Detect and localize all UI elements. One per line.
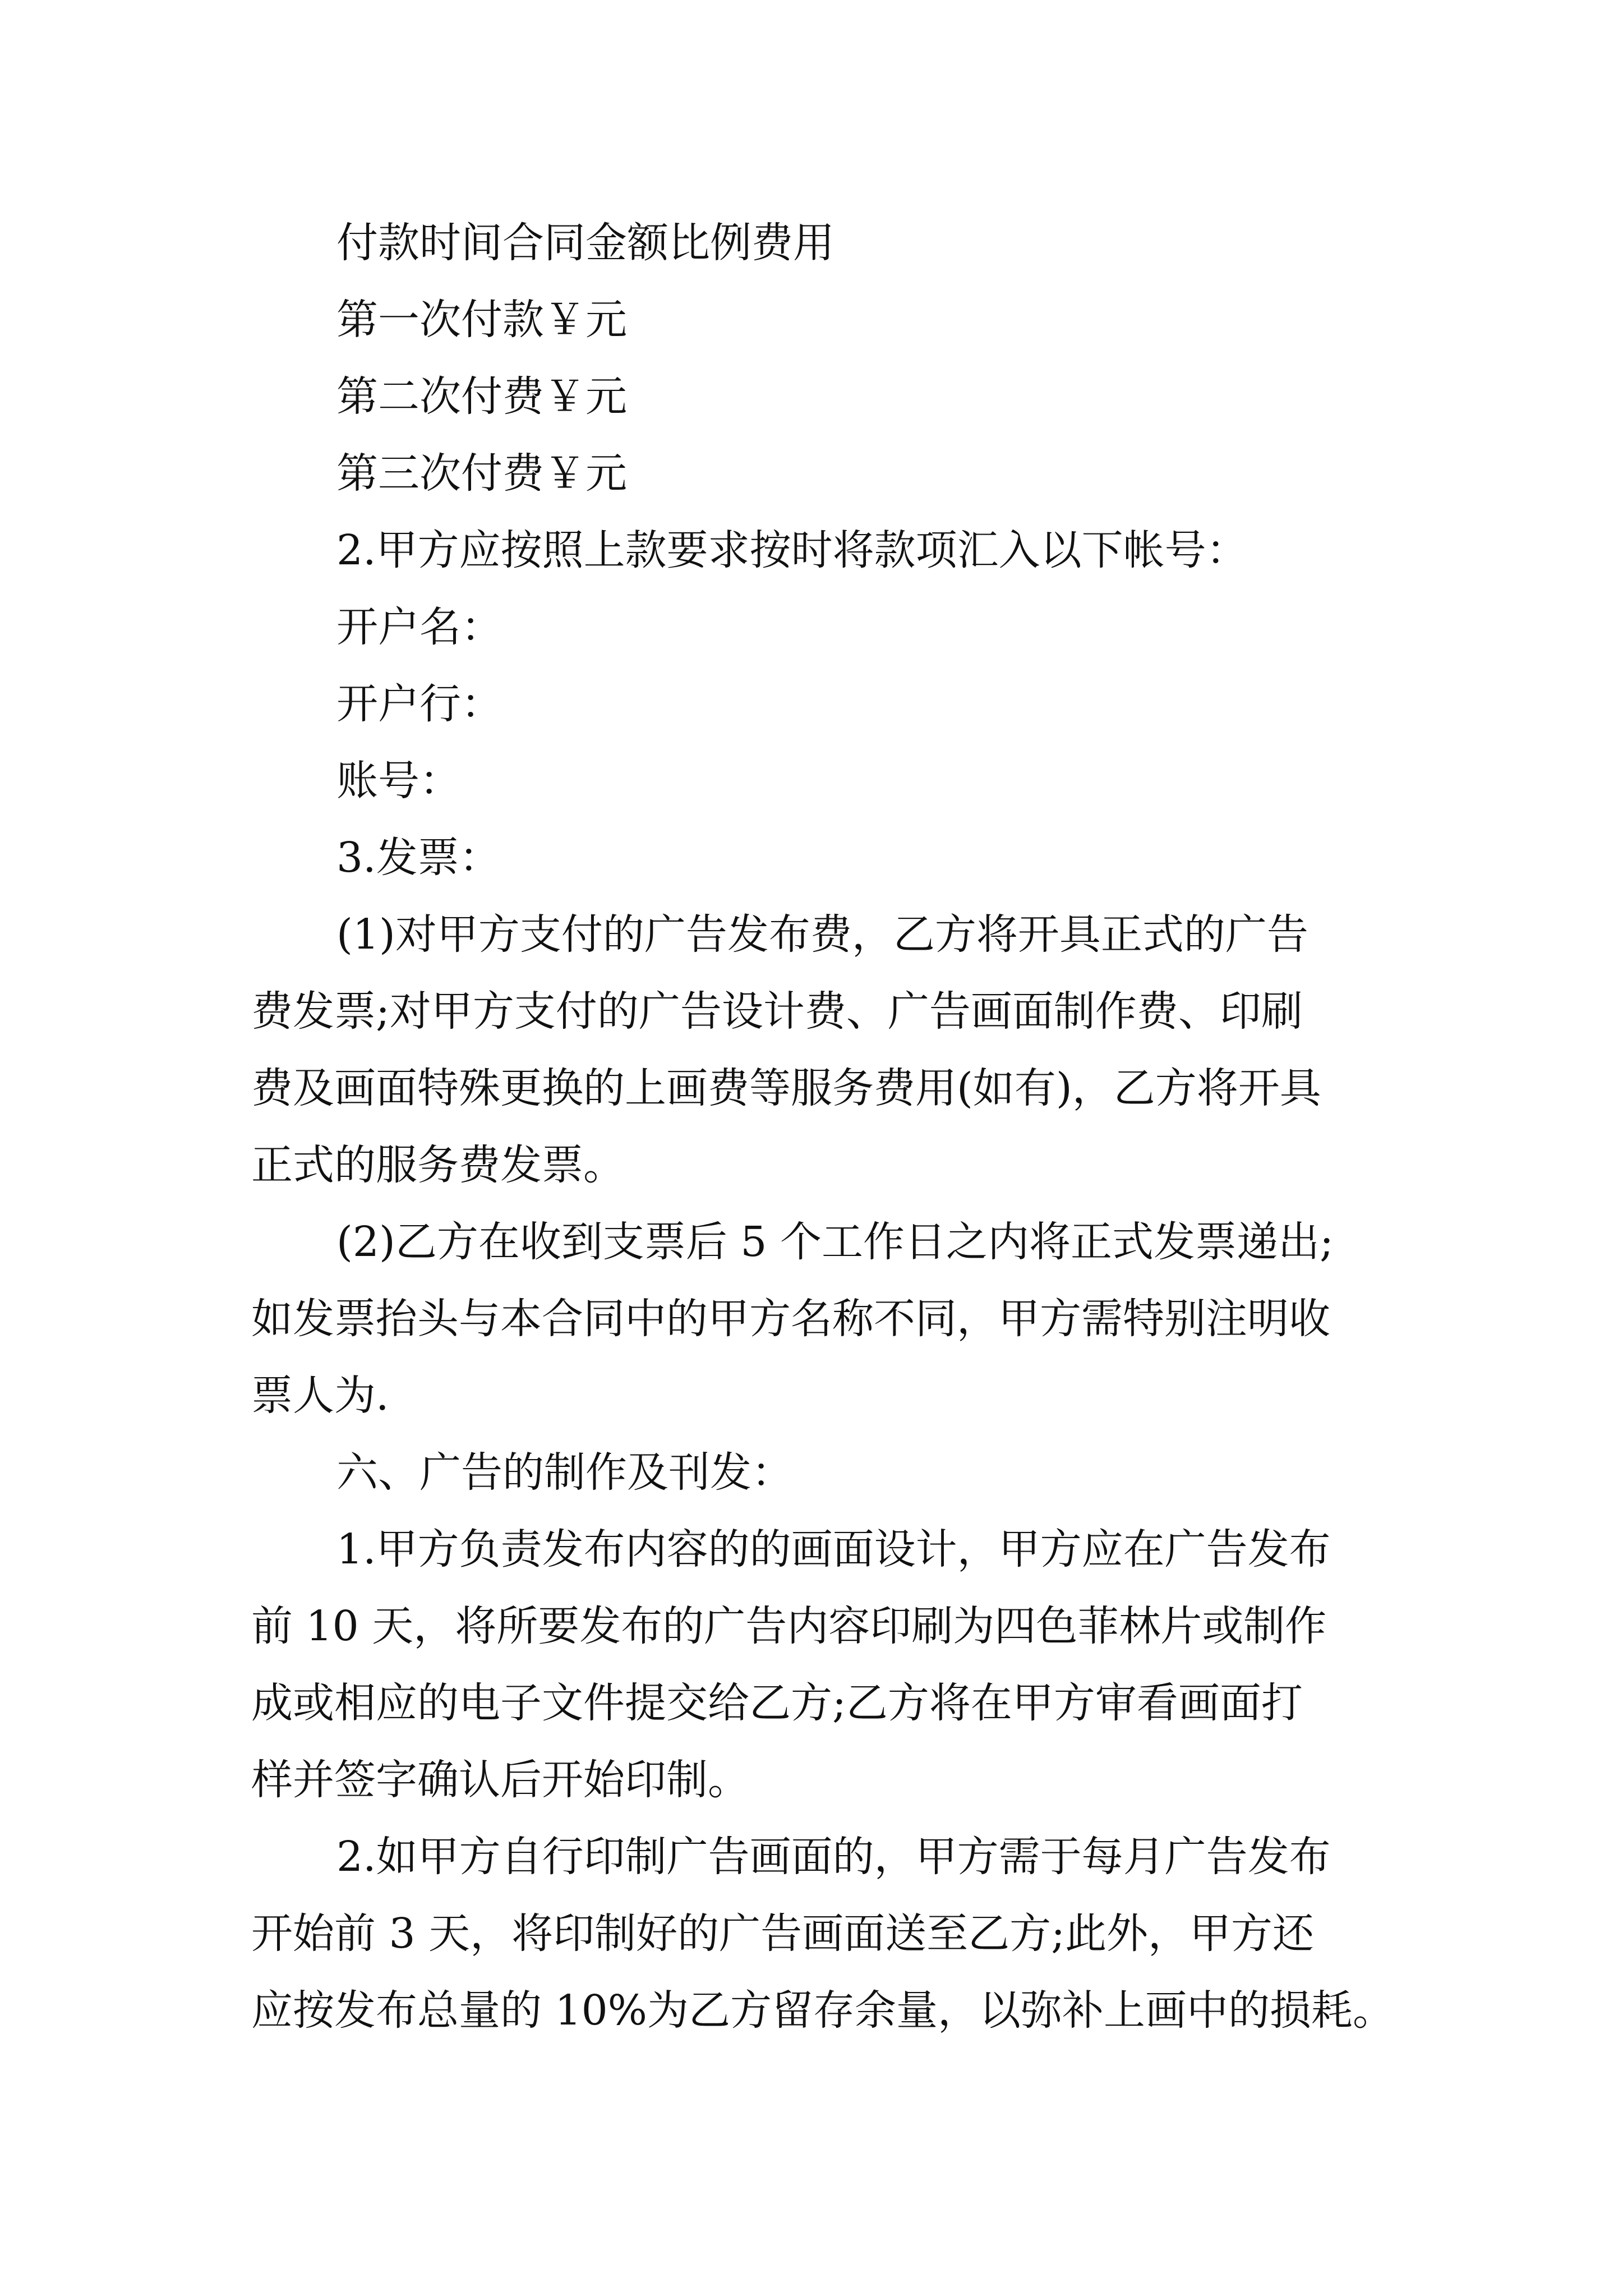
payment-table-header: 付款时间合同金额比例费用 <box>336 219 834 267</box>
invoice-item-2-line-3: 票人为. <box>251 1372 389 1420</box>
third-payment-line: 第三次付费￥元 <box>336 449 627 498</box>
invoice-item-1-line-1: (1)对甲方支付的广告发布费，乙方将开具正式的广告 <box>336 910 1308 959</box>
invoice-item-2-line-2: 如发票抬头与本合同中的甲方名称不同，甲方需特别注明收 <box>251 1295 1330 1343</box>
first-payment-line: 第一次付款￥元 <box>336 296 627 344</box>
section-6-item-1-line-3: 成或相应的电子文件提交给乙方;乙方将在甲方审看画面打 <box>251 1679 1303 1727</box>
second-payment-line: 第二次付费￥元 <box>336 372 627 421</box>
invoice-item-1-line-2: 费发票;对甲方支付的广告设计费、广告画面制作费、印刷 <box>251 987 1303 1036</box>
section-6-item-1-line-1: 1.甲方负责发布内容的的画面设计，甲方应在广告发布 <box>336 1525 1331 1573</box>
account-name-field: 开户名： <box>336 603 502 651</box>
section-6-heading: 六、广告的制作及刊发： <box>336 1448 793 1497</box>
invoice-item-1-line-4: 正式的服务费发票。 <box>251 1141 625 1189</box>
section-6-item-2-line-2: 开始前 3 天，将印制好的广告画面送至乙方;此外，甲方还 <box>251 1910 1315 1958</box>
invoice-item-1-line-3: 费及画面特殊更换的上画费等服务费用(如有)，乙方将开具 <box>251 1064 1321 1112</box>
invoice-item-2-line-1: (2)乙方在收到支票后 5 个工作日之内将正式发票递出; <box>336 1218 1334 1266</box>
section-6-item-2-line-1: 2.如甲方自行印制广告画面的，甲方需于每月广告发布 <box>336 1833 1331 1881</box>
section-6-item-2-line-3: 应按发布总量的 10%为乙方留存余量，以弥补上画中的损耗。 <box>251 1986 1394 2035</box>
section-6-item-1-line-2: 前 10 天，将所要发布的广告内容印刷为四色菲林片或制作 <box>251 1602 1327 1650</box>
clause-3-invoice: 3.发票： <box>336 834 501 882</box>
bank-field: 开户行： <box>336 680 502 728</box>
clause-2-account: 2.甲方应按照上款要求按时将款项汇入以下帐号： <box>336 526 1248 574</box>
section-6-item-1-line-4: 样并签字确认后开始印制。 <box>251 1756 749 1804</box>
account-number-field: 账号： <box>336 757 461 805</box>
